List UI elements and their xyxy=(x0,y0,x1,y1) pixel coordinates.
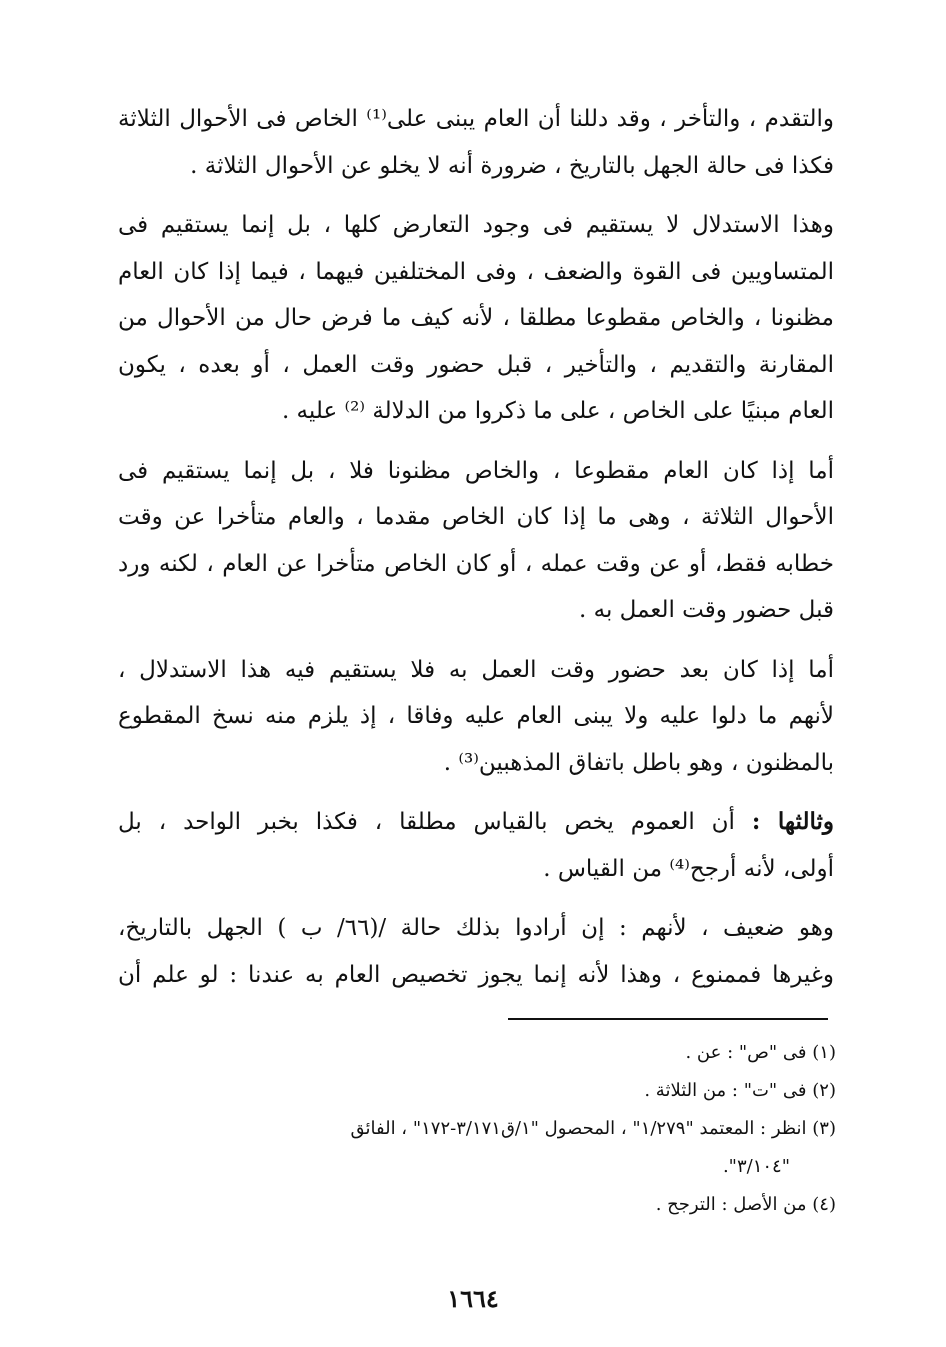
footnotes xyxy=(140,1034,836,1224)
section-lead: وثالثها : xyxy=(751,808,834,835)
text-line: أولى، لأنه أرجح⁽⁴⁾ من القياس . xyxy=(543,855,834,882)
paragraph-1 xyxy=(118,96,834,189)
footnote-divider xyxy=(508,1018,828,1020)
text-line: مظنونا ، والخاص مقطوعا مطلقا ، لأنه كيف ما فرض حال من الأحوال من xyxy=(118,305,834,331)
text-line: والتقدم ، والتأخر ، وقد دللنا أن العام يبنى على⁽¹⁾ الخاص فى الأحوال الثلاثة xyxy=(118,106,834,132)
footnote-number: (٤) xyxy=(812,1194,836,1215)
paragraph-4 xyxy=(118,647,834,787)
text-line: قبل حضور وقت العمل به . xyxy=(579,597,834,623)
text-line: وهو ضعيف ، لأنهم : إن أرادوا بذلك حالة /(٦٦/ ب ) الجهل بالتاريخ، xyxy=(118,915,834,941)
paragraph-6 xyxy=(118,905,834,998)
paragraph-5 xyxy=(118,799,834,892)
text-line: المقارنة والتقديم ، والتأخير ، قبل حضور وقت العمل ، أو بعده ، يكون xyxy=(118,351,834,378)
text-run: أن العموم يخص بالقياس مطلقا ، فكذا بخبر الواحد ، بل xyxy=(118,809,752,835)
text-line: وهذا الاستدلال لا يستقيم فى وجود التعارض كلها ، بل إنما يستقيم فى xyxy=(118,212,834,238)
footnote-2 xyxy=(140,1072,836,1110)
page-number: ١٦٦٤ xyxy=(447,1284,499,1313)
footnote-number: (٢) xyxy=(812,1080,836,1101)
text-line: بالمظنون ، وهو باطل باتفاق المذهبين⁽³⁾ . xyxy=(443,749,834,776)
footnote-1 xyxy=(140,1034,836,1072)
text-line: فكذا فى حالة الجهل بالتاريخ ، ضرورة أنه لا يخلو عن الأحوال الثلاثة . xyxy=(190,152,834,179)
footnote-number: (٣) xyxy=(812,1118,836,1139)
footnote-continuation: "٣/١٠٤". xyxy=(722,1156,790,1177)
footnote-4 xyxy=(140,1186,836,1224)
footnote-text: فى "ص" : عن . xyxy=(685,1042,807,1063)
text-line: العام مبنيًا على الخاص ، على ما ذكروا من الدلالة ⁽²⁾ عليه . xyxy=(281,398,834,424)
text-line: أما إذا كان العام مقطوعا ، والخاص مظنونا فلا ، بل إنما يستقيم فى xyxy=(118,457,835,484)
text-line: الأحوال الثلاثة ، وهى ما إذا كان الخاص مقدما ، والعام متأخرا عن وقت xyxy=(118,504,834,530)
paragraph-3 xyxy=(118,448,834,634)
footnote-text: فى "ت" : من الثلاثة . xyxy=(644,1080,807,1101)
footnote-text: من الأصل : الترجح . xyxy=(655,1194,807,1215)
paragraph-2 xyxy=(118,202,834,435)
footnote-text: انظر : المعتمد "١/٢٧٩" ، المحصول "١/ق٣/١٧١-١٧٢" ، الفائق xyxy=(350,1118,807,1139)
text-line: أما إذا كان بعد حضور وقت العمل به فلا يستقيم فيه هذا الاستدلال ، xyxy=(118,656,834,683)
footnote-number: (١) xyxy=(812,1042,836,1063)
text-line: لأنهم ما دلوا عليه ولا يبنى العام عليه وفاقا ، إذ يلزم منه نسخ المقطوع xyxy=(118,703,834,729)
footnote-3 xyxy=(140,1110,836,1186)
text-line: خطابه فقط، أو عن وقت عمله ، أو كان الخاص متأخرا عن العام ، لكنه ورد xyxy=(118,550,835,577)
text-line: وغيرها فممنوع ، وهذا لأنه إنما يجوز تخصيص العام به عندنا : لو علم أن xyxy=(118,961,834,988)
text-line xyxy=(118,799,834,846)
main-text xyxy=(118,96,834,1011)
text-line: المتساويين فى القوة والضعف ، وفى المختلفين فيهما ، فيما إذا كان العام xyxy=(118,258,834,285)
